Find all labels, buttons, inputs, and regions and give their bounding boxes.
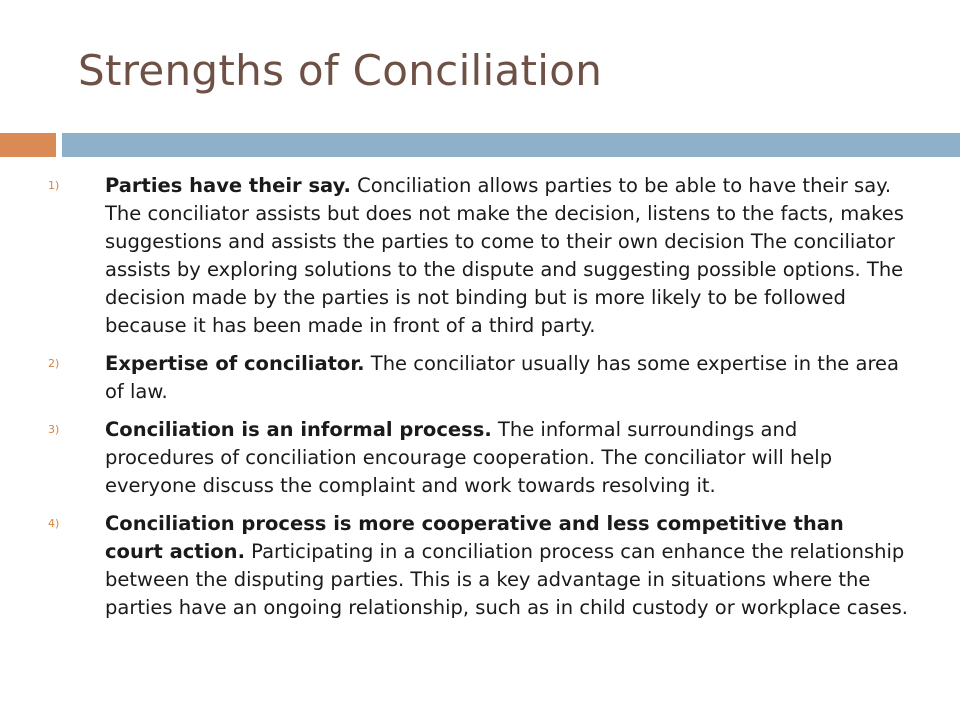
- list-item: [48, 350, 908, 406]
- item-heading: Conciliation process is more cooperative and less competitive than court action.: [105, 512, 844, 563]
- strengths-list: [48, 172, 908, 632]
- slide-title: Strengths of Conciliation: [78, 46, 603, 95]
- item-number: 4): [48, 517, 60, 530]
- item-number: 1): [48, 179, 60, 192]
- item-text: Conciliation allows parties to be able to have their say. The conciliator assists but does not make the decision, listens to the facts, makes suggestions and assists the parties to come to their own decision The conciliator assists by exploring solutions to the dispute and suggesting possible options. The decision made by the parties is not binding but is more likely to be followed because it has been made in front of a third party.: [105, 174, 904, 337]
- item-number: 3): [48, 423, 60, 436]
- title-rule-bar: [62, 133, 960, 157]
- title-rule-accent: [0, 133, 56, 157]
- list-item: [48, 416, 908, 500]
- item-text: Participating in a conciliation process can enhance the relationship between the disputing parties. This is a key advantage in situations where the parties have an ongoing relationship, such as in child custody or workplace cases.: [105, 540, 908, 619]
- item-text: The conciliator usually has some expertise in the area of law.: [105, 352, 899, 403]
- item-number: 2): [48, 357, 60, 370]
- item-text: The informal surroundings and procedures of conciliation encourage cooperation. The conciliator will help everyone discuss the complaint and work towards resolving it.: [105, 418, 833, 497]
- item-heading: Conciliation is an informal process.: [105, 418, 492, 441]
- list-item: [48, 510, 908, 622]
- list-item: [48, 172, 908, 340]
- item-heading: Expertise of conciliator.: [105, 352, 365, 375]
- item-heading: Parties have their say.: [105, 174, 351, 197]
